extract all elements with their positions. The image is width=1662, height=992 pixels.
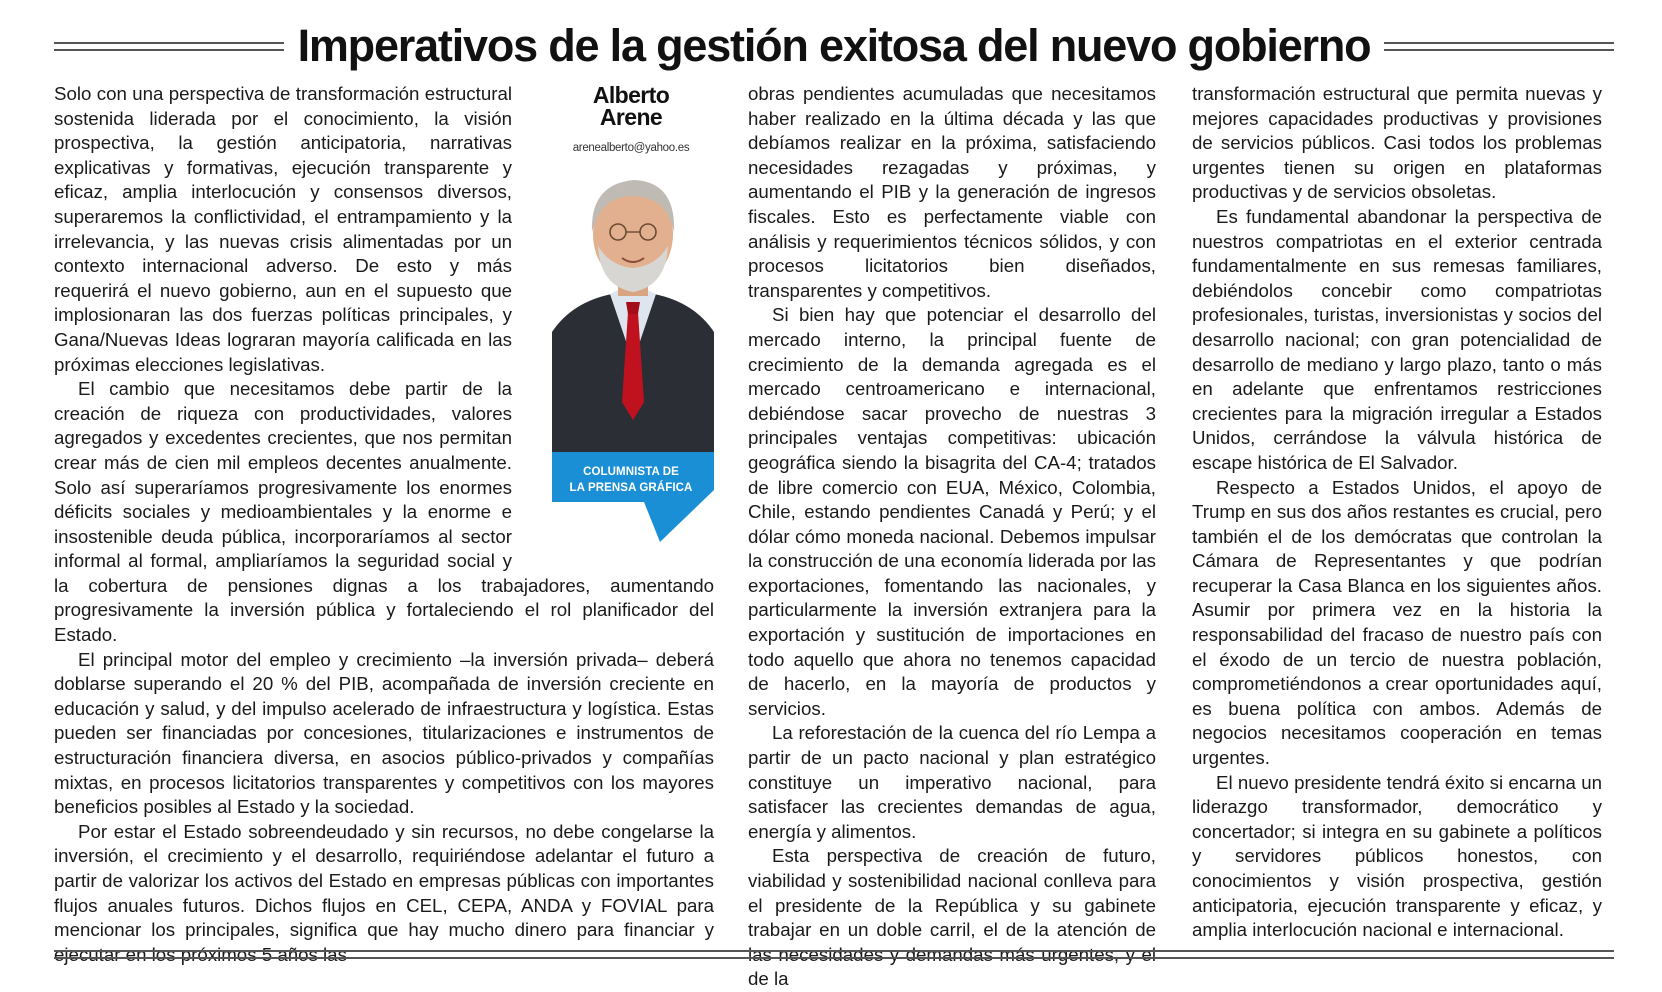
- author-name: [548, 84, 714, 128]
- headline-rule-right: [1384, 42, 1614, 51]
- author-name-line2: Arene: [599, 104, 663, 130]
- author-portrait: [552, 162, 714, 452]
- article-paragraph: El principal motor del empleo y crecimiento –la inversión privada– deberá doblarse superando el 20 % del PIB, acompañada de inversión creciente en educación y salud, y del impulso acelerado de infraestructura y logística. Estas pueden ser financiadas por concesiones, titularizaciones e instrumentos de estructuración financiera diversa, en asocios público-privados y compañías mixtas, en procesos licitatorios transparentes y competitivos con los mayores beneficios posibles al Estado y la sociedad.: [54, 648, 714, 818]
- article-paragraph: Respecto a Estados Unidos, el apoyo de Trump en sus dos años restantes es crucial, pero también el de los demócratas que controlan la Cámara de Representantes y que podrían recuperar la Casa Blanca en los siguientes años. Asumir por primera vez en la historia la responsabilidad del fracaso de nuestro país con el éxodo de un tercio de nuestra población, comprometiéndonos a crear oportunidades aquí, es buena política con ambos. Además de negocios necesitamos cooperación en temas urgentes.: [1192, 476, 1602, 769]
- columnist-badge: [552, 452, 714, 542]
- article-paragraph: El nuevo presidente tendrá éxito si encarna un liderazgo transformador, democrático y concertador; si integra en su gabinete a políticos y servidores públicos honestos, con conocimientos y visión prospectiva, gestión anticipatoria, ejecución transparente y eficaz, y amplia interlocución nacional e internacional.: [1192, 771, 1602, 941]
- bottom-rule: [54, 950, 1614, 959]
- article-paragraph-part: Esta perspectiva de creación de futuro, viabilidad y sostenibilidad nacional conlleva para el presidente de la República y su gabinete trabajar en un doble carril, el de la atención de las necesidades y demandas más urgentes, y el de la: [748, 845, 1156, 990]
- article-headline: Imperativos de la gestión exitosa del nuevo gobierno: [297, 20, 1371, 71]
- badge-line2: LA PRENSA GRÁFICA: [569, 482, 693, 494]
- badge-line1: COLUMNISTA DE: [583, 466, 679, 478]
- article-paragraph-part: Por estar el Estado sobreendeudado y sin recursos, no debe congelarse la inversión, el crecimiento y el desarrollo, requiriéndose adelantar el futuro a partir de valorizar los activos del Estado en empresas públicas con importantes flujos anuales futuros. Dichos flujos en CEL, CEPA, ANDA y FOVIAL para mencionar los principales, significa que hay mucho dinero para financiar y ejecutar en los próximos 5 años las: [54, 820, 714, 965]
- author-box: [548, 82, 714, 546]
- article-paragraph: Si bien hay que potenciar el desarrollo del mercado interno, la principal fuente de crecimiento de la demanda agregada es el mercado centroamericano e internacional, debiéndose sacar provecho de nuestras 3 principales ventajas competitivas: ubicación geográfica siendo la bisagrita del CA-4; tratados de libre comercio con EUA, México, Colombia, Chile, estando pendientes Canadá y Perú; y el dólar cómo moneda nacional. Debemos impulsar la construcción de una economía liderada por las exportaciones, fomentando las nacionales, y particularmente la inversión extranjera para la exportación y sustitución de importaciones en todo aquello que ahora no tenemos capacidad de hacerlo, en la mayoría de productos y servicios.: [748, 304, 1156, 719]
- columnist-badge-text: [556, 464, 706, 496]
- author-name-line1: Alberto: [592, 82, 670, 108]
- article-paragraph: Solo con una perspectiva de transformación estructural sostenida liderada por el conocimiento, la visión prospectiva, la gestión anticipatoria, narrativas explicativas y formativas, ejecución transparente y eficaz, amplia interlocución y consensos diversos, superaremos la conflictividad, el entrampamiento y la irrelevancia, y las nuevas crisis alimentadas por un contexto internacional adverso. De esto y más requerirá el nuevo gobierno, aun en el supuesto que implosionaran las dos fuerzas políticas principales, y Gana/Nuevas Ideas lograran mayoría calificada en las próximas elecciones legislativas.: [54, 83, 512, 375]
- article-column-3: [1192, 82, 1602, 943]
- article-paragraph-continued: obras pendientes acumuladas que necesitamos haber realizado en la última década y las que debíamos realizar en la próxima, satisfaciendo necesidades rezagadas y próximas, y aumentando el PIB y la generación de ingresos fiscales. Esto es perfectamente viable con análisis y requerimientos técnicos sólidos, y con procesos licitatorios bien diseñados, transparentes y competitivos.: [748, 83, 1156, 301]
- article-paragraph: La reforestación de la cuenca del río Lempa a partir de un pacto nacional y plan estratégico constituye un imperativo nacional, para satisfacer las crecientes demandas de agua, energía y alimentos.: [748, 722, 1156, 842]
- article-paragraph: El cambio que necesitamos debe partir de la creación de riqueza con productividades, valores agregados y excedentes crecientes, que nos permitan crear más de cien mil empleos decentes anualmente. Solo así superaríamos progresivamente los enormes déficits sociales y medioambientales y la enorme e insostenible deuda pública, incorporaríamos al sector informal al formal, ampliaríamos la seguridad social y la cobertura de pensiones dignas a los trabajadores, aumentando progresivamente la inversión pública y fortaleciendo el rol planificador del Estado.: [54, 378, 714, 646]
- article-column-1: [54, 82, 714, 967]
- article-column-2: [748, 82, 1156, 992]
- author-email: arenealberto@yahoo.es: [572, 142, 690, 154]
- headline-rule-left: [54, 42, 284, 51]
- article-paragraph: Es fundamental abandonar la perspectiva de nuestros compatriotas en el exterior centrada fundamentalmente en sus remesas familiares, debiéndolos concebir como compatriotas profesionales, turistas, inversionistas y socios del desarrollo nacional; con gran potencialidad de desarrollo de mediano y largo plazo, tanto o más en adelante que enfrentamos restricciones crecientes para la migración irregular a Estados Unidos, cerrándose la válvula histórica de escape histórica de El Salvador.: [1192, 205, 1602, 473]
- headline-row: [54, 14, 1614, 78]
- article-paragraph-continued: transformación estructural que permita nuevas y mejores capacidades productivas y provisiones de servicios públicos. Casi todos los problemas urgentes tienen su origen en plataformas productivas y de servicios obsoletas.: [1192, 83, 1602, 203]
